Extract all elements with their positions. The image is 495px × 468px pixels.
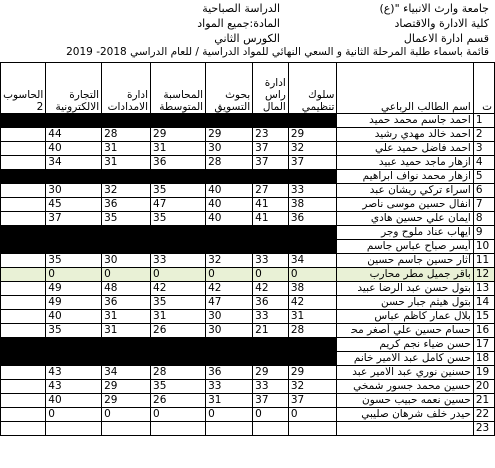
grade-cell[interactable]: 42 [288, 296, 337, 310]
grade-cell[interactable]: 30 [206, 310, 253, 324]
grade-cell[interactable]: 42 [151, 282, 206, 296]
student-name[interactable]: حيدر خلف شرهان صليبي [337, 408, 473, 422]
grade-cell[interactable]: 33 [288, 184, 337, 198]
grade-cell[interactable] [206, 226, 253, 240]
grade-cell[interactable]: 35 [46, 254, 102, 268]
grade-cell[interactable] [206, 114, 253, 128]
grade-cell[interactable]: 29 [102, 394, 151, 408]
row-index[interactable]: 10 [473, 240, 494, 254]
col-marketing-research: بحوث التسويق [206, 63, 253, 114]
grade-cell[interactable]: 30 [206, 324, 253, 338]
table-row[interactable] [1, 394, 495, 408]
grade-cell[interactable]: 43 [46, 366, 102, 380]
row-index[interactable]: 4 [473, 156, 494, 170]
grade-cell[interactable]: 0 [102, 408, 151, 422]
grade-cell[interactable] [102, 170, 151, 184]
grade-cell[interactable]: 33 [206, 380, 253, 394]
grade-cell[interactable]: 37 [253, 394, 289, 408]
row-index[interactable]: 23 [473, 422, 494, 436]
grade-cell[interactable] [1, 156, 46, 170]
grade-cell[interactable] [1, 268, 46, 282]
grade-cell[interactable] [1, 408, 46, 422]
grade-cell[interactable] [46, 114, 102, 128]
grade-cell[interactable]: 35 [151, 380, 206, 394]
grade-cell[interactable] [151, 352, 206, 366]
table-row[interactable] [1, 282, 495, 296]
student-name[interactable]: بلال عمار كاظم عباس [337, 310, 473, 324]
student-name[interactable]: انفال حسين موسى ناصر [337, 198, 473, 212]
grade-cell[interactable] [253, 338, 289, 352]
row-index[interactable]: 11 [473, 254, 494, 268]
grade-cell[interactable]: 35 [46, 324, 102, 338]
grade-cell[interactable]: 30 [102, 254, 151, 268]
row-index[interactable]: 1 [473, 114, 494, 128]
grade-cell[interactable] [206, 170, 253, 184]
grade-cell[interactable]: 30 [206, 142, 253, 156]
grade-cell[interactable]: 40 [46, 142, 102, 156]
grade-cell[interactable]: 29 [102, 380, 151, 394]
table-row[interactable] [1, 310, 495, 324]
grade-cell[interactable] [151, 240, 206, 254]
grade-cell[interactable] [253, 170, 289, 184]
grade-cell[interactable] [253, 114, 289, 128]
grade-cell[interactable]: 35 [102, 212, 151, 226]
col-index: ت [473, 63, 494, 114]
grade-cell[interactable]: 37 [253, 142, 289, 156]
grade-cell[interactable] [253, 240, 289, 254]
student-name[interactable]: اسراء تركي ريشان عبد [337, 184, 473, 198]
student-name[interactable]: بتول هيثم جبار حسن [337, 296, 473, 310]
student-name[interactable]: أيسر صباح عباس جاسم [337, 240, 473, 254]
grade-cell[interactable] [1, 366, 46, 380]
grade-cell[interactable] [1, 142, 46, 156]
grade-cell[interactable]: 29 [151, 128, 206, 142]
grade-cell[interactable]: 21 [253, 324, 289, 338]
grade-cell[interactable]: 32 [288, 380, 337, 394]
grade-cell[interactable]: 35 [151, 296, 206, 310]
grade-cell[interactable]: 33 [253, 310, 289, 324]
grade-cell[interactable]: 31 [288, 310, 337, 324]
grade-cell[interactable]: 0 [46, 268, 102, 282]
grade-cell[interactable]: 37 [253, 156, 289, 170]
grade-cell[interactable] [102, 422, 151, 436]
grade-cell[interactable]: 33 [253, 380, 289, 394]
student-name[interactable]: ازهار محمد نواف ابراهيم [337, 170, 473, 184]
grade-cell[interactable]: 37 [288, 156, 337, 170]
grade-cell[interactable] [102, 240, 151, 254]
student-name[interactable]: حسن ضياء نجم كريم [337, 338, 473, 352]
grade-cell[interactable] [1, 114, 46, 128]
grade-cell[interactable] [46, 422, 102, 436]
student-name[interactable]: بتول حسن عبد الرضا عبيد [337, 282, 473, 296]
student-name[interactable]: ايمان علي حسين هادي [337, 212, 473, 226]
grade-cell[interactable]: 26 [151, 394, 206, 408]
grade-cell[interactable]: 26 [151, 324, 206, 338]
student-name[interactable]: حسن كامل عبد الامير خانم [337, 352, 473, 366]
row-index[interactable]: 9 [473, 226, 494, 240]
grade-cell[interactable] [1, 394, 46, 408]
grade-cell[interactable]: 35 [151, 212, 206, 226]
table-row[interactable] [1, 226, 495, 240]
grade-cell[interactable] [1, 240, 46, 254]
row-index[interactable]: 13 [473, 282, 494, 296]
grade-cell[interactable]: 28 [151, 366, 206, 380]
grade-cell[interactable] [1, 296, 46, 310]
student-name[interactable]: باقر جميل مطر محارب [337, 268, 473, 282]
sheet-title: قائمة باسماء طلبة المرحلة الثانية و السعي النهائي للمواد الدراسية / للعام الدراسي 2018- 2019 [66, 46, 489, 58]
grade-cell[interactable] [288, 226, 337, 240]
grade-cell[interactable]: 28 [102, 128, 151, 142]
grade-cell[interactable]: 36 [151, 156, 206, 170]
grade-cell[interactable] [151, 114, 206, 128]
grade-cell[interactable]: 36 [102, 198, 151, 212]
header-row [1, 63, 495, 114]
grade-cell[interactable] [206, 352, 253, 366]
grade-cell[interactable]: 42 [253, 282, 289, 296]
grades-table [0, 62, 495, 436]
grade-cell[interactable] [288, 170, 337, 184]
grade-cell[interactable]: 30 [46, 184, 102, 198]
grade-cell[interactable] [1, 324, 46, 338]
grade-cell[interactable]: 34 [46, 156, 102, 170]
table-row[interactable] [1, 324, 495, 338]
university-name: جامعة وارث الانبياء "(ع) [379, 2, 489, 15]
grade-cell[interactable]: 32 [206, 254, 253, 268]
row-index[interactable]: 16 [473, 324, 494, 338]
grade-cell[interactable]: 31 [102, 324, 151, 338]
grade-cell[interactable]: 40 [46, 310, 102, 324]
grade-cell[interactable] [102, 338, 151, 352]
col-ecommerce: التجارة الالكترونية [46, 63, 102, 114]
table-row[interactable] [1, 296, 495, 310]
student-name[interactable]: ايهاب عناد ملوح وجر [337, 226, 473, 240]
grade-cell[interactable]: 0 [206, 408, 253, 422]
grade-cell[interactable]: 43 [46, 380, 102, 394]
grade-cell[interactable]: 37 [46, 212, 102, 226]
grade-cell[interactable]: 49 [46, 296, 102, 310]
grade-cell[interactable]: 41 [253, 198, 289, 212]
grade-cell[interactable] [46, 352, 102, 366]
student-name[interactable]: حسين محمد جسور شمخي [337, 380, 473, 394]
table-row[interactable] [1, 170, 495, 184]
grade-cell[interactable] [46, 226, 102, 240]
table-row[interactable] [1, 184, 495, 198]
grade-cell[interactable] [1, 352, 46, 366]
grade-cell[interactable]: 42 [206, 282, 253, 296]
grade-cell[interactable] [151, 338, 206, 352]
grade-cell[interactable]: 37 [288, 394, 337, 408]
grade-cell[interactable]: 36 [253, 296, 289, 310]
grade-cell[interactable]: 35 [151, 184, 206, 198]
grade-cell[interactable] [46, 240, 102, 254]
row-index[interactable]: 15 [473, 310, 494, 324]
table-row[interactable] [1, 198, 495, 212]
grade-cell[interactable] [102, 352, 151, 366]
grade-cell[interactable] [288, 338, 337, 352]
table-row[interactable] [1, 268, 495, 282]
grade-cell[interactable]: 29 [288, 128, 337, 142]
grade-cell[interactable]: 44 [46, 128, 102, 142]
grade-cell[interactable]: 0 [151, 408, 206, 422]
row-index[interactable]: 18 [473, 352, 494, 366]
table-row[interactable] [1, 156, 495, 170]
row-index[interactable]: 7 [473, 198, 494, 212]
department-name: قسم ادارة الاعمال [403, 32, 489, 45]
table-row[interactable] [1, 408, 495, 422]
grade-cell[interactable] [253, 422, 289, 436]
student-name[interactable]: حسنين نوري عبد الامير عبد [337, 366, 473, 380]
table-row[interactable] [1, 142, 495, 156]
row-index[interactable]: 3 [473, 142, 494, 156]
grade-cell[interactable]: 0 [253, 408, 289, 422]
grade-cell[interactable]: 40 [206, 198, 253, 212]
student-name[interactable] [337, 422, 473, 436]
row-index[interactable]: 8 [473, 212, 494, 226]
row-index[interactable]: 21 [473, 394, 494, 408]
grade-cell[interactable]: 48 [102, 282, 151, 296]
grade-cell[interactable]: 38 [288, 282, 337, 296]
grade-cell[interactable]: 0 [288, 408, 337, 422]
student-name[interactable]: آثار حسين جاسم حسين [337, 254, 473, 268]
grade-cell[interactable]: 32 [288, 142, 337, 156]
grade-cell[interactable] [1, 212, 46, 226]
grade-cell[interactable]: 36 [288, 212, 337, 226]
subject-label: المادة:جميع المواد [197, 17, 280, 30]
grade-cell[interactable] [288, 352, 337, 366]
grade-cell[interactable]: 31 [102, 310, 151, 324]
grade-cell[interactable] [151, 170, 206, 184]
grade-cell[interactable] [1, 380, 46, 394]
grade-cell[interactable]: 49 [46, 282, 102, 296]
col-org-behavior: سلوك تنظيمي [288, 63, 337, 114]
table-row[interactable] [1, 254, 495, 268]
grade-cell[interactable]: 38 [288, 198, 337, 212]
grade-cell[interactable]: 31 [151, 142, 206, 156]
grade-cell[interactable] [1, 170, 46, 184]
grade-cell[interactable] [253, 226, 289, 240]
grade-cell[interactable] [1, 128, 46, 142]
grade-cell[interactable]: 31 [102, 156, 151, 170]
table-row[interactable] [1, 338, 495, 352]
table-row[interactable] [1, 352, 495, 366]
col-supply-mgmt: ادارة الامدادات [102, 63, 151, 114]
student-name[interactable]: احمد جاسم محمد حميد [337, 114, 473, 128]
row-index[interactable]: 6 [473, 184, 494, 198]
grade-cell[interactable]: 29 [253, 366, 289, 380]
grade-cell[interactable] [1, 282, 46, 296]
student-name[interactable]: ازهار ماجد حميد عبيد [337, 156, 473, 170]
grade-cell[interactable]: 0 [288, 268, 337, 282]
student-name[interactable]: احمد فاضل حميد علي [337, 142, 473, 156]
grade-cell[interactable] [206, 240, 253, 254]
grade-cell[interactable] [1, 338, 46, 352]
grade-cell[interactable] [1, 254, 46, 268]
grade-cell[interactable] [288, 240, 337, 254]
grade-cell[interactable]: 0 [253, 268, 289, 282]
grade-cell[interactable] [1, 422, 46, 436]
student-name[interactable]: احمد خالد مهدي رشيد [337, 128, 473, 142]
grade-cell[interactable] [102, 114, 151, 128]
row-index[interactable]: 2 [473, 128, 494, 142]
grade-cell[interactable] [151, 422, 206, 436]
grade-cell[interactable]: 40 [46, 394, 102, 408]
grade-cell[interactable]: 0 [151, 268, 206, 282]
grade-cell[interactable]: 36 [206, 366, 253, 380]
grade-cell[interactable] [1, 198, 46, 212]
grade-cell[interactable]: 47 [151, 198, 206, 212]
grade-cell[interactable] [206, 422, 253, 436]
grade-cell[interactable]: 32 [102, 184, 151, 198]
grade-cell[interactable] [102, 226, 151, 240]
grade-cell[interactable]: 0 [46, 408, 102, 422]
study-type: الدراسة الصباحية [202, 2, 280, 15]
grade-cell[interactable]: 29 [206, 128, 253, 142]
semester-label: الكورس الثاني [214, 32, 280, 45]
table-row[interactable] [1, 380, 495, 394]
row-index[interactable]: 20 [473, 380, 494, 394]
grade-cell[interactable] [1, 310, 46, 324]
grade-cell[interactable]: 45 [46, 198, 102, 212]
col-capital-mgmt: ادارة راس المال [253, 63, 289, 114]
grade-cell[interactable]: 40 [206, 212, 253, 226]
grade-cell[interactable]: 0 [102, 268, 151, 282]
table-row[interactable] [1, 114, 495, 128]
col-computer-2: الحاسوب 2 [1, 63, 46, 114]
row-index[interactable]: 12 [473, 268, 494, 282]
grade-cell[interactable]: 40 [206, 184, 253, 198]
col-intermediate-accounting: المحاسبة المتوسطة [151, 63, 206, 114]
grade-cell[interactable]: 28 [206, 156, 253, 170]
grade-cell[interactable]: 33 [151, 254, 206, 268]
row-index[interactable]: 19 [473, 366, 494, 380]
student-name[interactable]: حسين نعمه حبيب حسون [337, 394, 473, 408]
col-name: اسم الطالب الرباعي [337, 63, 473, 114]
row-index[interactable]: 5 [473, 170, 494, 184]
table-row[interactable] [1, 128, 495, 142]
grade-cell[interactable]: 34 [288, 254, 337, 268]
table-row[interactable] [1, 366, 495, 380]
college-name: كلية الادارة والاقتصاد [394, 17, 489, 30]
row-index[interactable]: 14 [473, 296, 494, 310]
table-row[interactable] [1, 212, 495, 226]
grade-cell[interactable]: 47 [206, 296, 253, 310]
grade-cell[interactable] [1, 226, 46, 240]
grade-cell[interactable]: 27 [253, 184, 289, 198]
grade-cell[interactable]: 29 [288, 366, 337, 380]
table-row[interactable] [1, 240, 495, 254]
grade-cell[interactable]: 41 [253, 212, 289, 226]
grade-cell[interactable]: 31 [151, 310, 206, 324]
grade-cell[interactable] [288, 114, 337, 128]
grade-cell[interactable]: 0 [206, 268, 253, 282]
student-name[interactable]: حسام حسين علي أصغر ﻣﺤ [337, 324, 473, 338]
grade-cell[interactable] [46, 170, 102, 184]
grade-cell[interactable] [253, 352, 289, 366]
grade-cell[interactable]: 31 [206, 394, 253, 408]
grade-cell[interactable] [1, 184, 46, 198]
table-row[interactable] [1, 422, 495, 436]
grade-cell[interactable] [46, 338, 102, 352]
grade-cell[interactable]: 23 [253, 128, 289, 142]
grade-cell[interactable] [206, 338, 253, 352]
grade-cell[interactable]: 28 [288, 324, 337, 338]
grade-cell[interactable]: 36 [102, 296, 151, 310]
grade-cell[interactable]: 34 [102, 366, 151, 380]
grade-cell[interactable] [288, 422, 337, 436]
row-index[interactable]: 17 [473, 338, 494, 352]
row-index[interactable]: 22 [473, 408, 494, 422]
grade-cell[interactable]: 33 [253, 254, 289, 268]
grade-cell[interactable] [151, 226, 206, 240]
grade-cell[interactable]: 31 [102, 142, 151, 156]
